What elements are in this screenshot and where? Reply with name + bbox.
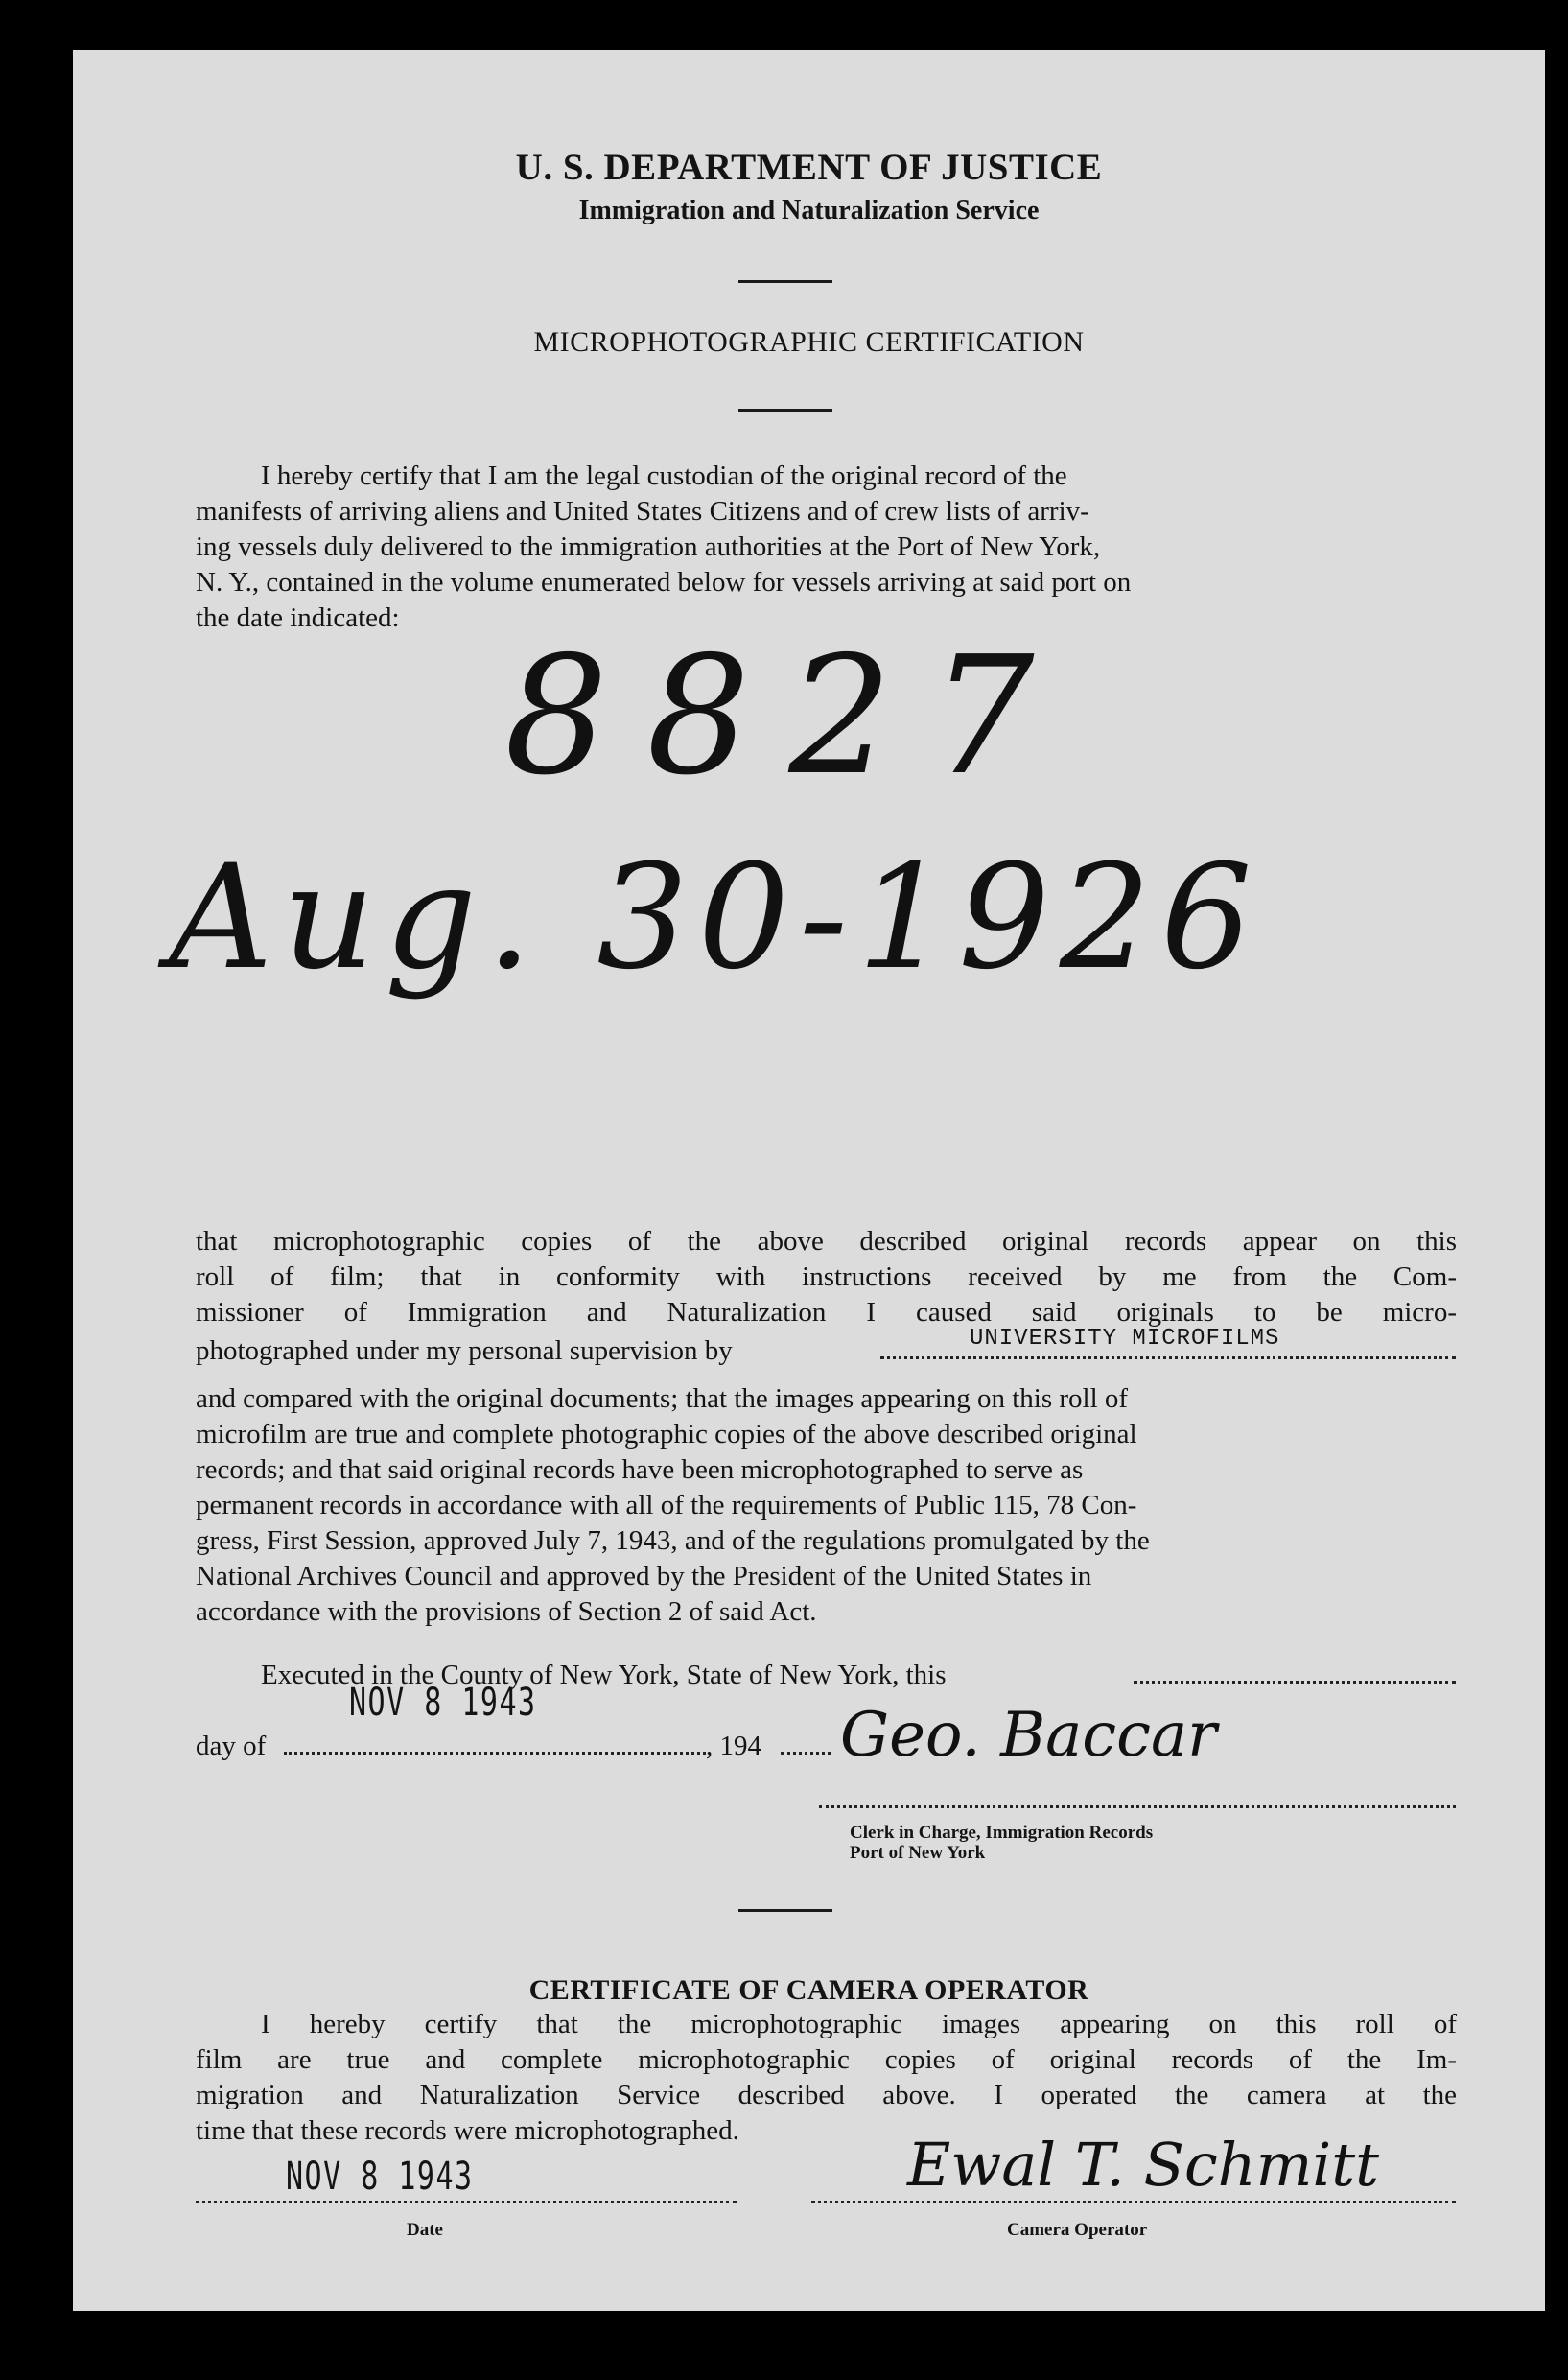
intro-paragraph xyxy=(196,459,1457,636)
day-of-label: day of xyxy=(196,1731,267,1761)
intro-line: manifests of arriving aliens and United States Citizens and of crew lists of arriv- xyxy=(196,496,1089,527)
section-rule xyxy=(738,1909,832,1912)
body-line: microfilm are true and complete photographic copies of the above described original xyxy=(196,1419,1137,1449)
body-line: gress, First Session, approved July 7, 1943, and of the regulations promulgated by the xyxy=(196,1525,1150,1556)
certificate-sheet xyxy=(73,50,1545,2311)
clerk-title xyxy=(850,1823,1153,1863)
camera-operator-label: Camera Operator xyxy=(1007,2220,1148,2240)
intro-line: ing vessels duly delivered to the immigration authorities at the Port of New York, xyxy=(196,531,1101,562)
clerk-title-line-1: Clerk in Charge, Immigration Records xyxy=(850,1823,1154,1843)
camera-operator-signature: Ewal T. Schmitt xyxy=(907,2130,1380,2200)
body-line: roll of film; that in conformity with instructions received by me from the Com- xyxy=(196,1261,1457,1292)
camera-date-stamp: NOV 8 1943 xyxy=(286,2155,474,2199)
body-paragraph-2 xyxy=(196,1381,1457,1630)
camera-line: I hereby certify that the microphotographic images appearing on this roll of xyxy=(261,2009,1457,2039)
date-dotted-line xyxy=(196,2201,737,2203)
executed-day-dotted-line xyxy=(1134,1681,1456,1684)
service-subtitle: Immigration and Naturalization Service xyxy=(578,196,1040,225)
body-line: and compared with the original documents; that the images appearing on this roll of xyxy=(196,1383,1129,1414)
intro-line: N. Y., contained in the volume enumerated below for vessels arriving at said port on xyxy=(196,567,1132,598)
day-of-dotted-line xyxy=(284,1752,706,1755)
body-line: accordance with the provisions of Section 2 of said Act. xyxy=(196,1596,817,1627)
executed-statement: Executed in the County of New York, State of New York, this xyxy=(261,1660,947,1690)
body-line: that microphotographic copies of the above described original records appear on this xyxy=(196,1226,1457,1257)
handwritten-volume-date: Aug. 30-1926 xyxy=(169,835,1262,1001)
supervision-dotted-line xyxy=(880,1356,1456,1359)
body-line: records; and that said original records have been microphotographed to serve as xyxy=(196,1454,1084,1485)
year-label: , 194 xyxy=(706,1731,761,1761)
camera-line: time that these records were microphotographed. xyxy=(196,2115,739,2146)
body-line: missioner of Immigration and Naturalization I caused said originals to be micro- xyxy=(196,1297,1457,1328)
clerk-signature: Geo. Baccar xyxy=(840,1700,1217,1771)
intro-line: the date indicated: xyxy=(196,602,400,633)
certification-title: MICROPHOTOGRAPHIC CERTIFICATION xyxy=(533,326,1085,358)
microfilm-company: UNIVERSITY MICROFILMS xyxy=(970,1326,1280,1352)
year-dotted-line xyxy=(781,1752,831,1755)
camera-line: migration and Naturalization Service described above. I operated the camera at the xyxy=(196,2080,1457,2110)
body-line: National Archives Council and approved by the President of the United States in xyxy=(196,1561,1092,1591)
camera-line: film are true and complete microphotographic copies of original records of the Im- xyxy=(196,2044,1457,2075)
handwritten-volume-number: 8827 xyxy=(504,622,1073,812)
department-title: U. S. DEPARTMENT OF JUSTICE xyxy=(515,147,1103,188)
supervision-prefix: photographed under my personal supervision by xyxy=(196,1335,733,1366)
clerk-signature-line xyxy=(819,1805,1456,1808)
body-line: permanent records in accordance with all of the requirements of Public 115, 78 Con- xyxy=(196,1490,1137,1520)
camera-certificate-paragraph xyxy=(196,2007,1457,2149)
camera-certificate-title: CERTIFICATE OF CAMERA OPERATOR xyxy=(528,1974,1089,2006)
executed-date-stamp: NOV 8 1943 xyxy=(349,1681,537,1725)
intro-line: I hereby certify that I am the legal custodian of the original record of the xyxy=(261,460,1067,491)
operator-signature-line xyxy=(811,2201,1456,2203)
date-label: Date xyxy=(407,2220,443,2240)
body-paragraph-1 xyxy=(196,1224,1457,1331)
header-rule-2 xyxy=(738,409,832,412)
clerk-title-line-2: Port of New York xyxy=(850,1843,986,1863)
header-rule-1 xyxy=(738,280,832,283)
